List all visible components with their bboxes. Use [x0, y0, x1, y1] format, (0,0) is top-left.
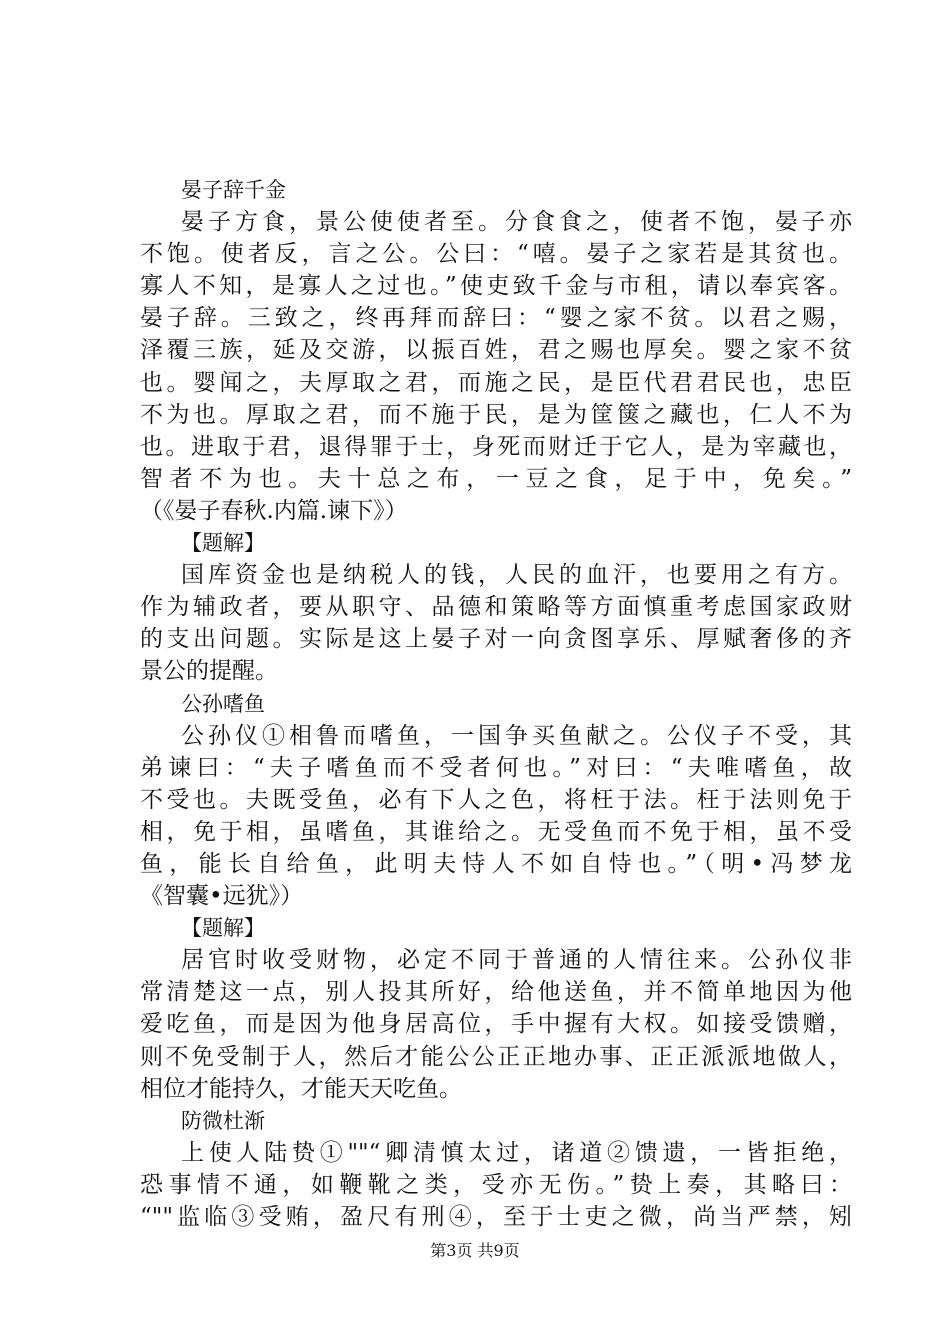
text-line: 国库资金也是纳税人的钱，人民的血汗，也要用之有方。 — [181, 562, 852, 589]
text-line: 晏子方食，景公使使者至。分食食之，使者不饱，晏子亦 — [181, 209, 852, 236]
text-line: 恐事情不通，如鞭靴之类，受亦无伤。”贽上奏，其略曰： — [140, 1171, 852, 1198]
text-line: 也。婴闻之，夫厚取之君，而施之民，是臣代君君民也，忠臣 — [140, 369, 852, 396]
text-line: 公孙仪①相鲁而嗜鱼，一国争买鱼献之。公仪子不受，其 — [181, 722, 852, 749]
text-line: 寡人不知，是寡人之过也。”使吏致千金与市租，请以奉宾客。 — [140, 273, 852, 300]
page-footer: 第3页 共9页 — [430, 1241, 520, 1260]
section-heading: 【题解】 — [181, 531, 265, 556]
document-body — [140, 174, 852, 1233]
text-line: 也。进取于君，退得罪于士，身死而财迁于它人，是为宰藏也， — [140, 433, 852, 460]
text-line: “""监临③受贿，盈尺有刑④，至于士吏之微，尚当严禁，矧 — [140, 1204, 852, 1230]
text-line: 相，免于相，虽嗜鱼，其谁给之。无受鱼而不免于相，虽不受 — [140, 818, 852, 845]
text-line: 景公的提醒。 — [140, 658, 278, 685]
text-line: 上使人陆贽①""“卿清慎太过，诸道②馈遗，一皆拒绝， — [181, 1139, 852, 1166]
text-line: 居官时收受财物，必定不同于普通的人情往来。公孙仪非 — [181, 947, 852, 974]
text-line: 弟谏曰：“夫子嗜鱼而不受者何也。”对曰：“夫唯嗜鱼，故 — [140, 754, 852, 781]
text-line: 晏子辞。三致之，终再拜而辞曰：“婴之家不贫。以君之赐， — [140, 305, 852, 332]
text-line: 不饱。使者反，言之公。公曰：“嘻。晏子之家若是其贫也。 — [140, 241, 852, 268]
text-line: 爱吃鱼，而是因为他身居高位，手中握有大权。如接受馈赠， — [140, 1011, 852, 1038]
text-line: （《晏子春秋.内篇.谏下》） — [140, 497, 408, 524]
text-line: 的支出问题。实际是这上晏子对一向贪图享乐、厚赋奢侈的齐 — [140, 626, 852, 653]
text-line: 不受也。夫既受鱼，必有下人之色，将枉于法。枉于法则免于 — [140, 786, 852, 813]
text-line: 常清楚这一点，别人投其所好，给他送鱼，并不简单地因为他 — [140, 979, 852, 1006]
section-heading: 晏子辞千金 — [181, 178, 286, 202]
text-line: 相位才能持久，才能天天吃鱼。 — [140, 1075, 462, 1102]
section-heading: 公孙嗜鱼 — [181, 691, 265, 716]
text-line: 鱼，能长自给鱼，此明夫恃人不如自恃也。”（明•冯梦龙 — [140, 850, 852, 877]
text-line: 则不免受制于人，然后才能公公正正地办事、正正派派地做人， — [140, 1043, 852, 1070]
text-line: 不为也。厚取之君，而不施于民，是为筐箧之藏也，仁人不为 — [140, 401, 852, 428]
text-line: 泽覆三族，延及交游，以振百姓，君之赐也厚矣。婴之家不贫 — [140, 337, 852, 364]
text-line: 智者不为也。夫十总之布，一豆之食，足于中，免矣。” — [140, 465, 852, 492]
section-heading: 防微杜渐 — [181, 1108, 265, 1133]
text-line: 《智囊•远犹》） — [140, 883, 304, 910]
text-line: 作为辅政者，要从职守、品德和策略等方面慎重考虑国家政财 — [140, 594, 852, 621]
section-heading: 【题解】 — [181, 916, 265, 941]
